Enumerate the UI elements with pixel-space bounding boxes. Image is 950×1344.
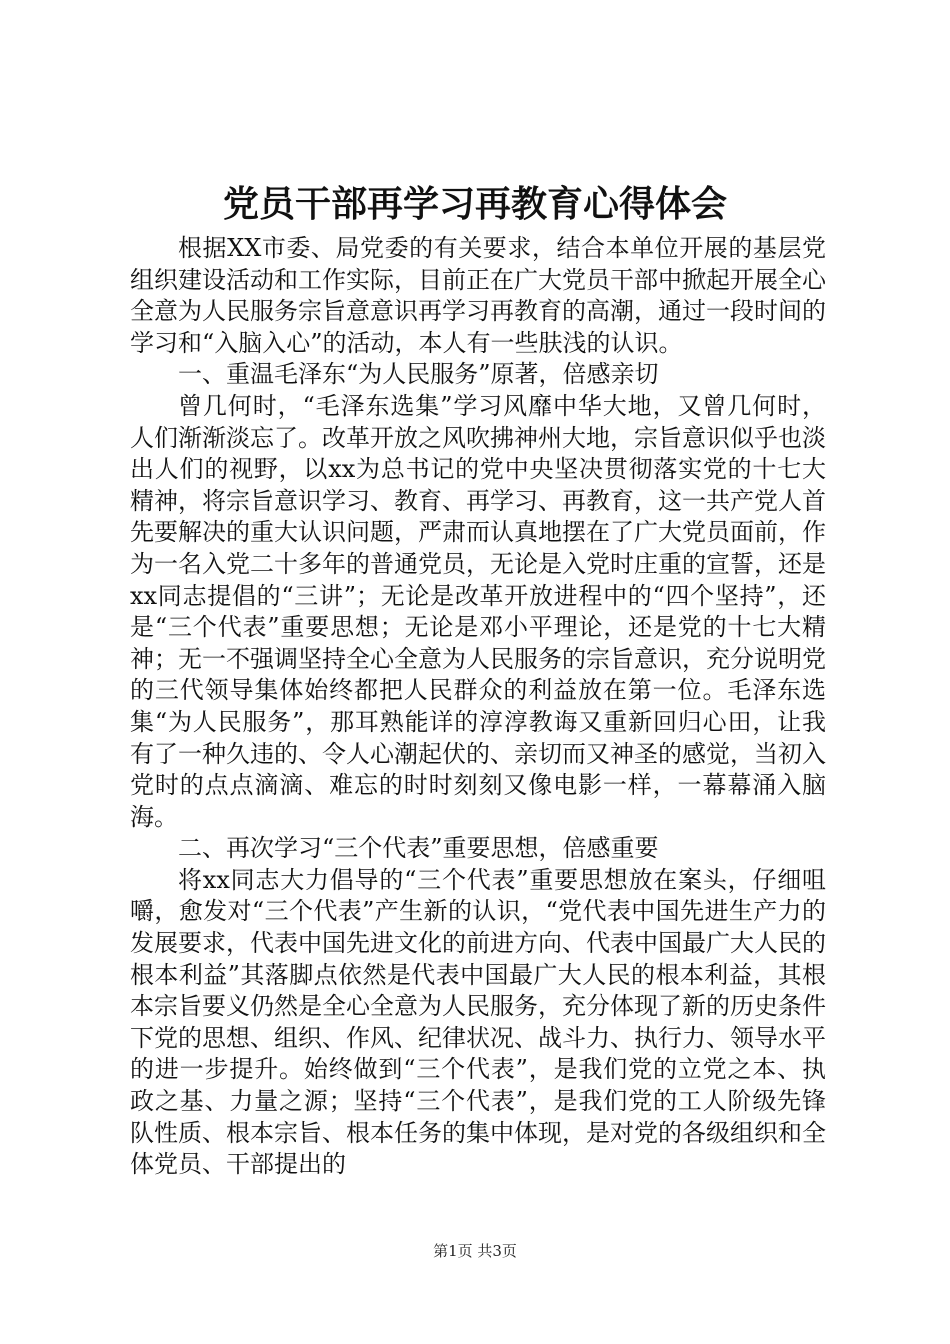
section-heading-1: 一、重温毛泽东“为人民服务”原著，倍感亲切 <box>178 360 659 389</box>
paragraph-intro: 根据XX市委、局党委的有关要求，结合本单位开展的基层党组织建设活动和工作实际，目前正在广大党员干部中掀起开展全心全意为人民服务宗旨意意识再学习再教育的高潮，通过一段时间的学习和“入脑入心”的活动，本人有一些肤浅的认识。 <box>130 234 826 357</box>
document-title: 党员干部再学习再教育心得体会 <box>222 183 727 225</box>
page-number-footer: 第1页 共3页 <box>433 1242 517 1260</box>
paragraph-section-2: 将xx同志大力倡导的“三个代表”重要思想放在案头，仔细咀嚼，愈发对“三个代表”产生新的认识，“党代表中国先进生产力的发展要求，代表中国先进文化的前进方向、代表中国最广大人民的根本利益”其落脚点依然是代表中国最广大人民的根本利益，其根本宗旨要义仍然是全心全意为人民服务，充分体现了新的历史条件下党的思想、组织、作风、纪律状况、战斗力、执行力、领导水平的进一步提升。始终做到“三个代表”，是我们党的立党之本、执政之基、力量之源；坚持“三个代表”，是我们党的工人阶级先锋队性质、根本宗旨、根本任务的集中体现，是对党的各级组织和全体党员、干部提出的 <box>130 865 826 1179</box>
paragraph-section-1: 曾几何时，“毛泽东选集”学习风靡中华大地，又曾几何时，人们渐渐淡忘了。改革开放之风吹拂神州大地，宗旨意识似乎也淡出人们的视野，以xx为总书记的党中央坚决贯彻落实党的十七大精神，将宗旨意识学习、教育、再学习、再教育，这一共产党人首先要解决的重大认识问题，严肃而认真地摆在了广大党员面前，作为一名入党二十多年的普通党员，无论是入党时庄重的宣誓，还是xx同志提倡的“三讲”；无论是改革开放进程中的“四个坚持”，还是“三个代表”重要思想；无论是邓小平理论，还是党的十七大精神；无一不强调坚持全心全意为人民服务的宗旨意识，充分说明党的三代领导集体始终都把人民群众的利益放在第一位。毛泽东选集“为人民服务”，那耳熟能详的淳淳教诲又重新回归心田，让我有了一种久违的、令人心潮起伏的、亲切而又神圣的感觉，当初入党时的点点滴滴、难忘的时时刻刻又像电影一样，一幕幕涌入脑海。 <box>130 391 826 831</box>
section-heading-2: 二、再次学习“三个代表”重要思想，倍感重要 <box>178 834 659 863</box>
document-body <box>130 233 826 1181</box>
